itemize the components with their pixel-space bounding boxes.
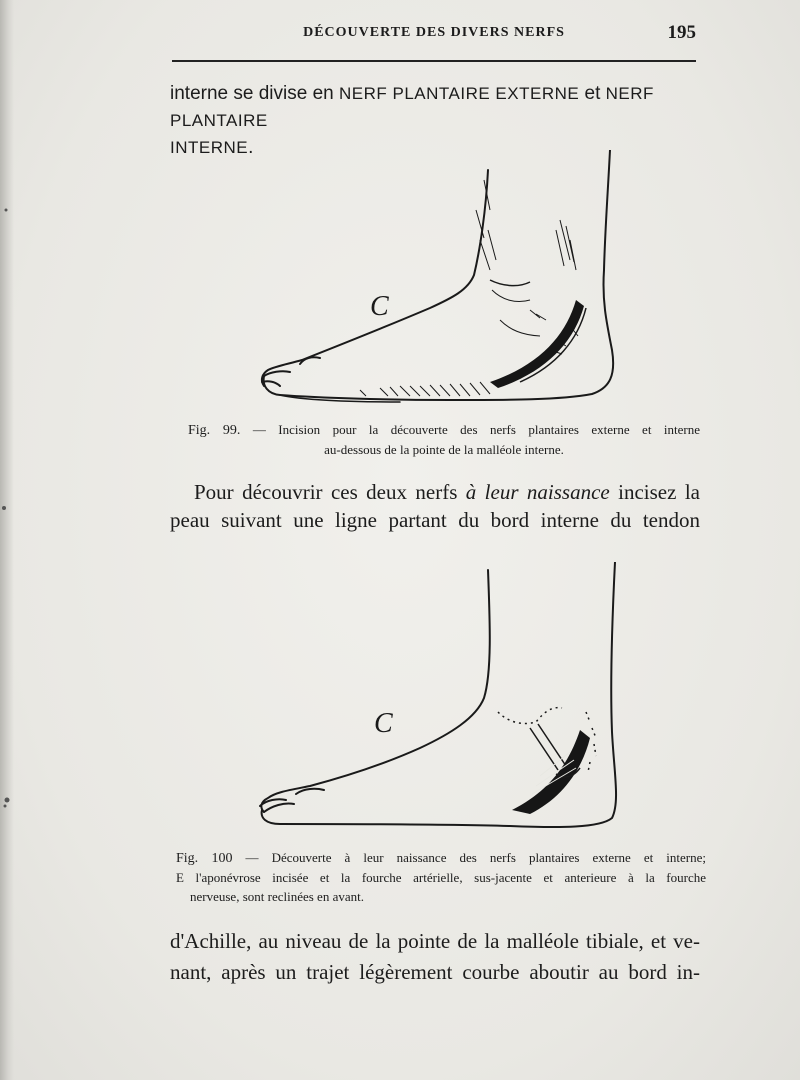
fig100-caption-text-1: — Découverte à leur naissance des nerfs plantaires externe et interne; xyxy=(232,850,706,865)
p1-nerve-external: NERF PLANTAIRE EXTERNE xyxy=(339,84,580,103)
p1-text-c: . xyxy=(248,137,254,158)
p3-line-2: nant, après un trajet légèrement courbe aboutir au bord in- xyxy=(170,960,700,984)
p2-italic: à leur naissance xyxy=(465,480,610,504)
fig100-caption-line-3: nerveuse, sont reclinées en avant. xyxy=(190,889,364,904)
fig100-caption-line-2: E l'aponévrose incisée et la fourche artérielle, sus-jacente et anterieure à la fourche xyxy=(176,870,706,885)
p1-nerve-plantar: NERF PLANTAIRE xyxy=(170,84,654,130)
fig99-caption-line-2: au-dessous de la pointe de la malléole interne. xyxy=(324,442,564,457)
p1-text-b: et xyxy=(579,83,606,104)
running-title: DÉCOUVERTE DES DIVERS NERFS xyxy=(303,25,565,40)
p2-line-2: peau suivant une ligne partant du bord interne du tendon xyxy=(170,508,700,532)
p2-text-a: Pour découvrir ces deux nerfs xyxy=(194,480,466,504)
page-number: 195 xyxy=(667,22,696,43)
p1-text-a: interne se divise en xyxy=(170,83,339,104)
fig99-caption-text-1: — Incision pour la découverte des nerfs plantaires externe et interne xyxy=(240,422,700,437)
p3-line-1: d'Achille, au niveau de la pointe de la malléole tibiale, et ve- xyxy=(170,929,700,953)
fig99-letter-c: C xyxy=(370,291,389,322)
p2-text-b: incisez la xyxy=(609,480,700,504)
fig100-letter-c: C xyxy=(374,708,393,739)
p1-nerve-internal: INTERNE xyxy=(170,138,249,157)
fig100-label: Fig. 100 xyxy=(176,851,233,866)
fig99-label: Fig. 99. xyxy=(188,423,241,438)
